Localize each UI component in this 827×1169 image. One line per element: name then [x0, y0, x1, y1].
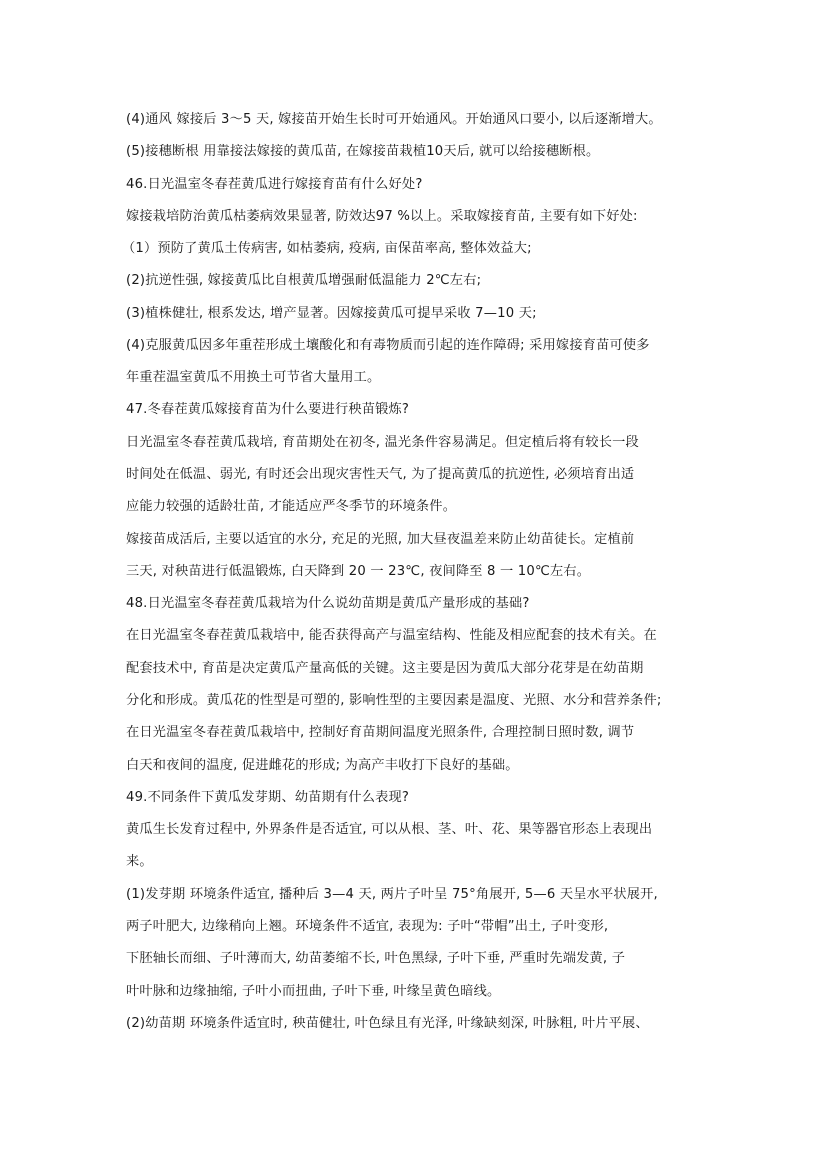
- text-line: 两子叶肥大, 边缘稍向上翘。环境条件不适宜, 表现为: 子叶“带帽”出土, 子叶变形,: [126, 919, 609, 934]
- text-line: 嫁接栽培防治黄瓜枯萎病效果显著, 防效达97 %以上。采取嫁接育苗, 主要有如下好处:: [126, 209, 638, 224]
- question-heading: 49.不同条件下黄瓜发芽期、幼苗期有什么表现?: [126, 790, 410, 805]
- text-line: 在日光温室冬春茬黄瓜栽培中, 控制好育苗期间温度光照条件, 合理控制日照时数, 调节: [126, 725, 635, 740]
- text-line: (5)接穗断根 用靠接法嫁接的黄瓜苗, 在嫁接苗栽植10天后, 就可以给接穗断根。: [126, 144, 600, 159]
- text-line: 在日光温室冬春茬黄瓜栽培中, 能否获得高产与温室结构、性能及相应配套的技术有关。在: [126, 628, 657, 643]
- text-line: 三天, 对秧苗进行低温锻炼, 白天降到 20 一 23℃, 夜间降至 8 一 10℃左右。: [126, 564, 591, 579]
- text-line: 黄瓜生长发育过程中, 外界条件是否适宜, 可以从根、茎、叶、花、果等器官形态上表现出: [126, 822, 653, 837]
- text-line: 日光温室冬春茬黄瓜栽培, 育苗期处在初冬, 温光条件容易满足。但定植后将有较长一段: [126, 435, 639, 450]
- text-line: 来。: [126, 854, 153, 869]
- text-line: (4)克服黄瓜因多年重茬形成土壤酸化和有毒物质而引起的连作障碍; 采用嫁接育苗可使多: [126, 338, 650, 353]
- text-line: （1）预防了黄瓜土传病害, 如枯萎病, 疫病, 亩保苗率高, 整体效益大;: [122, 241, 532, 256]
- question-heading: 48.日光温室冬春茬黄瓜栽培为什么说幼苗期是黄瓜产量形成的基础?: [126, 596, 530, 611]
- text-line: (2)幼苗期 环境条件适宜时, 秧苗健壮, 叶色绿且有光泽, 叶缘缺刻深, 叶脉粗, 叶片平展、: [126, 1016, 649, 1031]
- text-line: 分化和形成。黄瓜花的性型是可塑的, 影响性型的主要因素是温度、光照、水分和营养条件;: [126, 693, 662, 708]
- text-line: (2)抗逆性强, 嫁接黄瓜比自根黄瓜增强耐低温能力 2℃左右;: [126, 273, 482, 288]
- text-line: 时间处在低温、弱光, 有时还会出现灾害性天气, 为了提高黄瓜的抗逆性, 必须培育出适: [126, 467, 635, 482]
- question-heading: 46.日光温室冬春茬黄瓜进行嫁接育苗有什么好处?: [126, 177, 423, 192]
- text-line: 应能力较强的适龄壮苗, 才能适应严冬季节的环境条件。: [126, 499, 457, 514]
- text-line: 叶叶脉和边缘抽缩, 子叶小而扭曲, 子叶下垂, 叶缘呈黄色暗线。: [126, 984, 501, 999]
- question-heading: 47.冬春茬黄瓜嫁接育苗为什么要进行秧苗锻炼?: [126, 402, 410, 417]
- text-line: 下胚轴长而细、子叶薄而大, 幼苗萎缩不长, 叶色黑绿, 子叶下垂, 严重时先端发黄, 子: [126, 951, 626, 966]
- text-line: 年重茬温室黄瓜不用换土可节省大量用工。: [126, 370, 381, 385]
- text-line: (3)植株健壮, 根系发达, 增产显著。因嫁接黄瓜可提早采收 7—10 天;: [126, 306, 537, 321]
- text-line: 配套技术中, 育苗是决定黄瓜产量高低的关键。这主要是因为黄瓜大部分花芽是在幼苗期: [126, 661, 644, 676]
- text-line: (4)通风 嫁接后 3～5 天, 嫁接苗开始生长时可开始通风。开始通风口要小, 以后逐渐增大。: [126, 112, 662, 127]
- text-line: (1)发芽期 环境条件适宜, 播种后 3—4 天, 两片子叶呈 75°角展开, 5—6 天呈水平状展开,: [126, 887, 658, 902]
- text-line: 嫁接苗成活后, 主要以适宜的水分, 充足的光照, 加大昼夜温差来防止幼苗徒长。定植前: [126, 532, 635, 547]
- text-line: 白天和夜间的温度, 促进雌花的形成; 为高产丰收打下良好的基础。: [126, 758, 519, 773]
